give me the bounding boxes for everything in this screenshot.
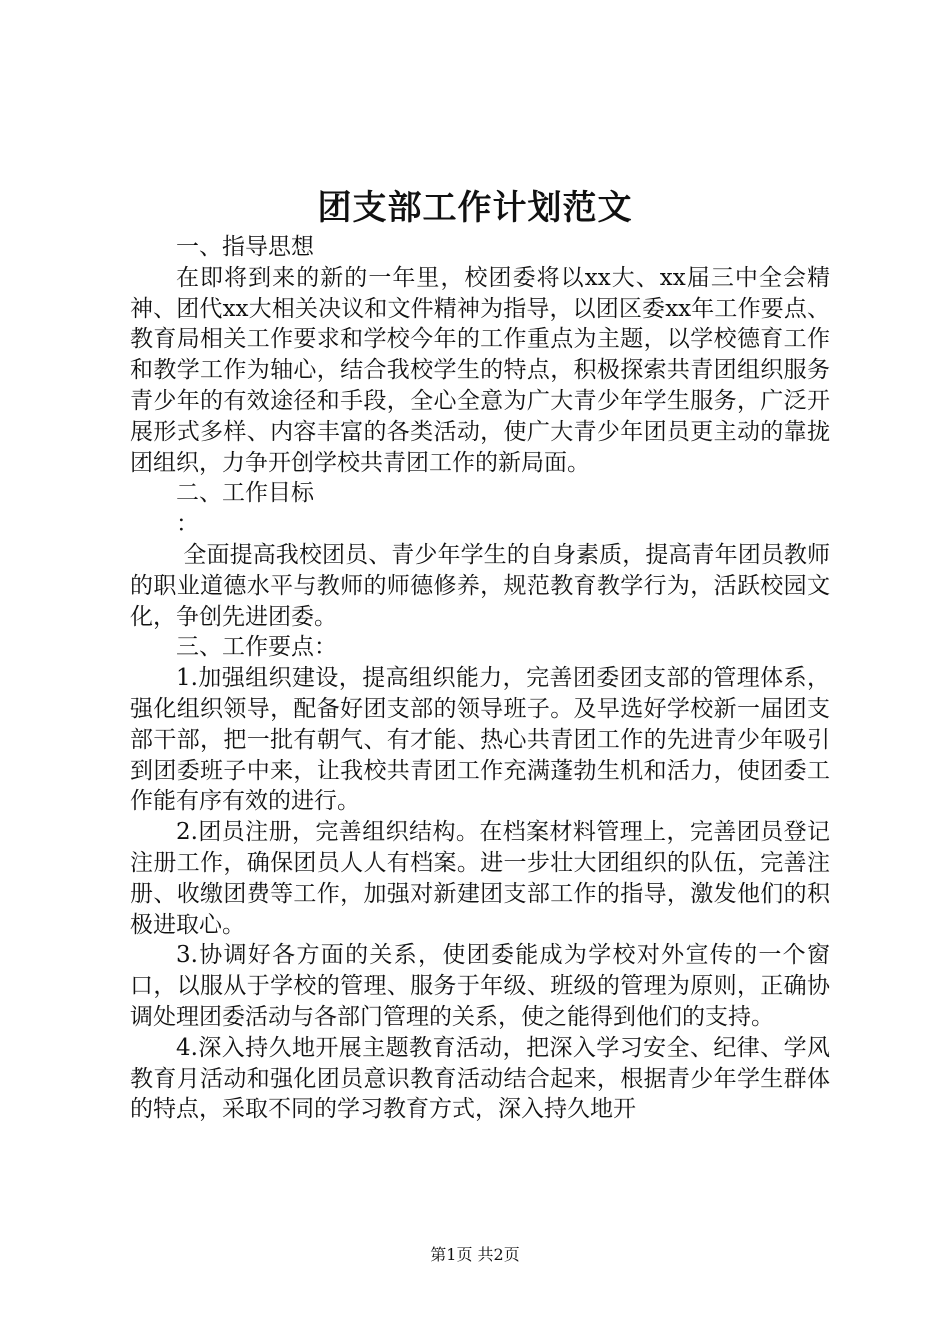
paragraph-work-goals: 全面提高我校团员、青少年学生的自身素质，提高青年团员教师的职业道德水平与教师的师德修养，规范教育教学行为，活跃校园文化，争创先进团委。 <box>130 541 831 630</box>
paragraph-work-point-4: 4.深入持久地开展主题教育活动，把深入学习安全、纪律、学风教育月活动和强化团员意识教育活动结合起来，根据青少年学生群体的特点，采取不同的学习教育方式，深入持久地开 <box>130 1034 830 1123</box>
section-heading-guiding-ideology: 一、指导思想 <box>176 234 314 260</box>
stray-colon: ： <box>176 511 199 538</box>
page-footer: 第1页 共2页 <box>430 1245 520 1264</box>
document-title: 团支部工作计划范文 <box>317 188 633 228</box>
document-body <box>130 232 830 1125</box>
paragraph-work-point-3: 3.协调好各方面的关系，使团委能成为学校对外宣传的一个窗口，以服从于学校的管理、服务于年级、班级的管理为原则，正确协调处理团委活动与各部门管理的关系，使之能得到他们的支持。 <box>130 942 830 1030</box>
paragraph-guiding-ideology: 在即将到来的新的一年里，校团委将以xx大、xx届三中全会精神、团代xx大相关决议和文件精神为指导，以团区委xx年工作要点、教育局相关工作要求和学校今年的工作重点为主题，以学校德育工作和教学工作为轴心，结合我校学生的特点，积极探索共青团组织服务青少年的有效途径和手段，全心全意为广大青少年学生服务，广泛开展形式多样、内容丰富的各类活动，使广大青少年团员更主动的靠拢团组织，力争开创学校共青团工作的新局面。 <box>130 264 830 476</box>
paragraph-work-point-1: 1.加强组织建设，提高组织能力，完善团委团支部的管理体系，强化组织领导，配备好团支部的领导班子。及早选好学校新一届团支部干部，把一批有朝气、有才能、热心共青团工作的先进青少年吸引到团委班子中来，让我校共青团工作充满蓬勃生机和活力，使团委工作能有序有效的进行。 <box>130 665 830 815</box>
section-heading-work-points: 三、工作要点： <box>176 634 337 661</box>
section-heading-work-goals: 二、工作目标 <box>176 480 314 507</box>
paragraph-work-point-2: 2.团员注册，完善组织结构。在档案材料管理上，完善团员登记注册工作，确保团员人人有档案。进一步壮大团组织的队伍，完善注册、收缴团费等工作，加强对新建团支部工作的指导，激发他们的积极进取心。 <box>130 819 830 938</box>
